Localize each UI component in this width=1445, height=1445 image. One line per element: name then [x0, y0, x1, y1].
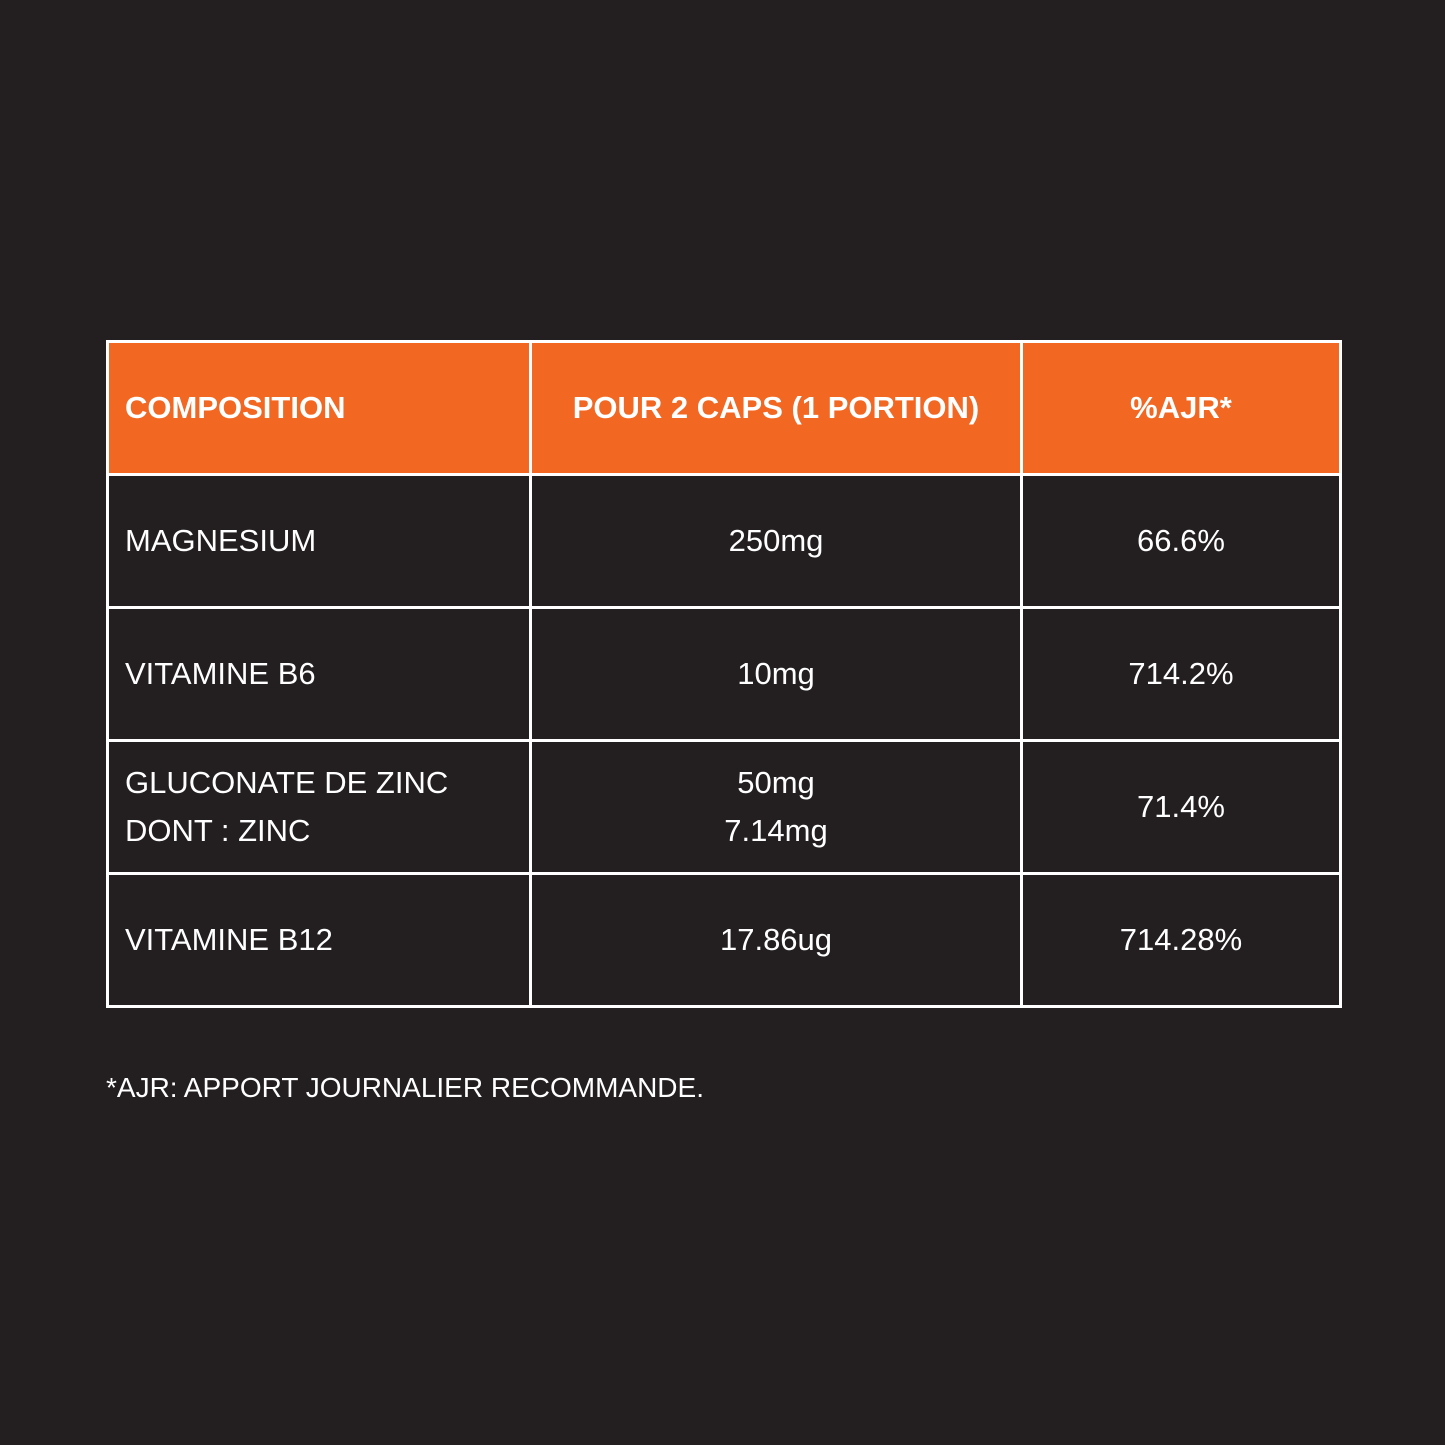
cell-amount [531, 475, 1022, 608]
table-row [108, 475, 1341, 608]
composition-text: VITAMINE B12 [125, 922, 333, 957]
header-ajr: %AJR* [1022, 342, 1341, 475]
composition-text: GLUCONATE DE ZINC [125, 765, 449, 800]
cell-composition [108, 608, 531, 741]
cell-composition [108, 741, 531, 874]
cell-composition [108, 874, 531, 1007]
composition-text: VITAMINE B6 [125, 656, 316, 691]
cell-ajr: 714.2% [1022, 608, 1341, 741]
amount-subtext: 7.14mg [724, 813, 828, 848]
cell-ajr: 66.6% [1022, 475, 1341, 608]
header-row [108, 342, 1341, 475]
cell-amount [531, 608, 1022, 741]
table-body [108, 475, 1341, 1007]
table-row [108, 874, 1341, 1007]
amount-text: 250mg [728, 523, 824, 558]
header-amount: POUR 2 CAPS (1 PORTION) [531, 342, 1022, 475]
amount-text: 17.86ug [719, 922, 833, 957]
cell-amount [531, 741, 1022, 874]
table-row [108, 741, 1341, 874]
table-row [108, 608, 1341, 741]
cell-amount [531, 874, 1022, 1007]
cell-ajr: 71.4% [1022, 741, 1341, 874]
composition-table-container [106, 340, 1339, 1008]
composition-text: MAGNESIUM [125, 523, 317, 558]
header-composition: COMPOSITION [108, 342, 531, 475]
footnote: *AJR: APPORT JOURNALIER RECOMMANDE. [106, 1072, 704, 1103]
cell-composition [108, 475, 531, 608]
amount-text: 50mg [737, 765, 815, 800]
table-header [108, 342, 1341, 475]
composition-table [106, 340, 1342, 1008]
composition-subtext: DONT : ZINC [125, 813, 311, 848]
cell-ajr: 714.28% [1022, 874, 1341, 1007]
amount-text: 10mg [737, 656, 815, 691]
